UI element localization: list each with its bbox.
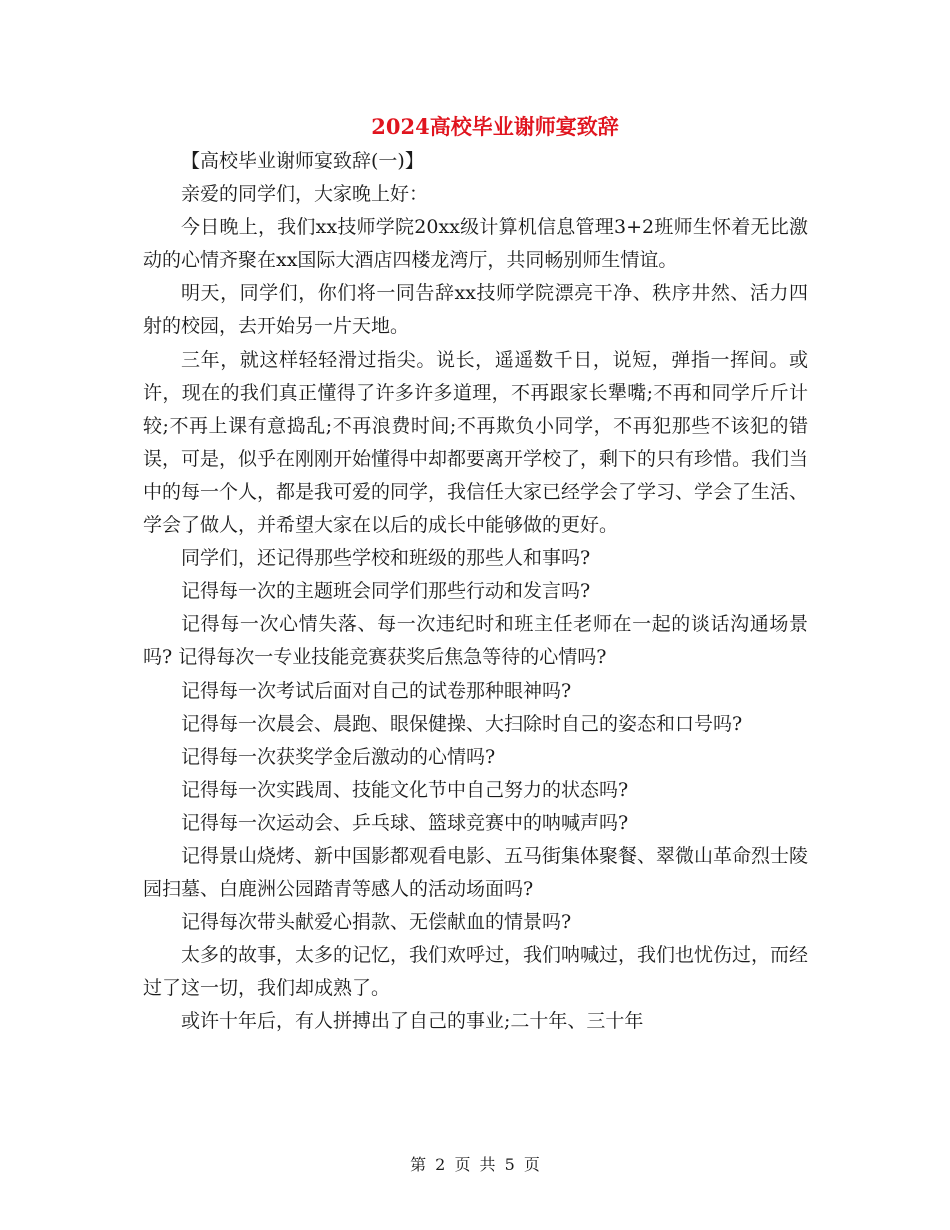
paragraph: 记得景山烧烤、新中国影都观看电影、五马街集体聚餐、翠微山革命烈士陵园扫墓、白鹿洲公园踏青等感人的活动场面吗? [143,844,809,901]
page-footer: 第 2 页 共 5 页 [410,1155,540,1174]
paragraph: 亲爱的同学们，大家晚上好： [181,183,429,206]
paragraph: 记得每次带头献爱心捐款、无偿献血的情景吗? [181,911,572,934]
paragraph: 记得每一次晨会、晨跑、眼保健操、大扫除时自己的姿态和口号吗? [181,712,743,735]
paragraph: 同学们，还记得那些学校和班级的那些人和事吗? [181,547,591,570]
document-title: 2024高校毕业谢师宴致辞 [371,114,619,139]
paragraph: 三年，就这样轻轻滑过指尖。说长，遥遥数千日，说短，弹指一挥间。或许，现在的我们真正懂得了许多许多道理，不再跟家长犟嘴;不再和同学斤斤计较;不再上课有意捣乱;不再浪费时间;不再欺负小同学，不再犯那些不该犯的错误，可是，似乎在刚刚开始懂得中却都要离开学校了，剩下的只有珍惜。我们当中的每一个人，都是我可爱的同学，我信任大家已经学会了学习、学会了生活、学会了做人，并希望大家在以后的成长中能够做的更好。 [143,348,809,537]
paragraph: 明天，同学们，你们将一同告辞xx技师学院漂亮干净、秩序井然、活力四射的校园，去开始另一片天地。 [143,282,808,338]
document-body [143,145,808,1039]
paragraph: 记得每一次考试后面对自己的试卷那种眼神吗? [181,679,572,702]
paragraph: 记得每一次获奖学金后激动的心情吗? [181,745,496,768]
paragraph: 【高校毕业谢师宴致辞(一)】 [181,150,424,172]
paragraph: 记得每一次运动会、乒乓球、篮球竞赛中的呐喊声吗? [181,811,629,834]
paragraph: 或许十年后，有人拼搏出了自己的事业;二十年、三十年 [181,1010,644,1033]
paragraph: 记得每一次实践周、技能文化节中自己努力的状态吗? [181,778,629,801]
paragraph: 记得每一次的主题班会同学们那些行动和发言吗? [181,580,591,603]
paragraph: 太多的故事，太多的记忆，我们欢呼过，我们呐喊过，我们也忧伤过，而经过了这一切，我们却成熟了。 [143,944,809,1000]
paragraph: 记得每一次心情失落、每一次违纪时和班主任老师在一起的谈话沟通场景吗? 记得每次一专业技能竞赛获奖后焦急等待的心情吗? [143,613,808,669]
paragraph: 今日晚上，我们xx技师学院20xx级计算机信息管理3+2班师生怀着无比激动的心情齐聚在xx国际大酒店四楼龙湾厅，共同畅别师生情谊。 [143,216,808,272]
